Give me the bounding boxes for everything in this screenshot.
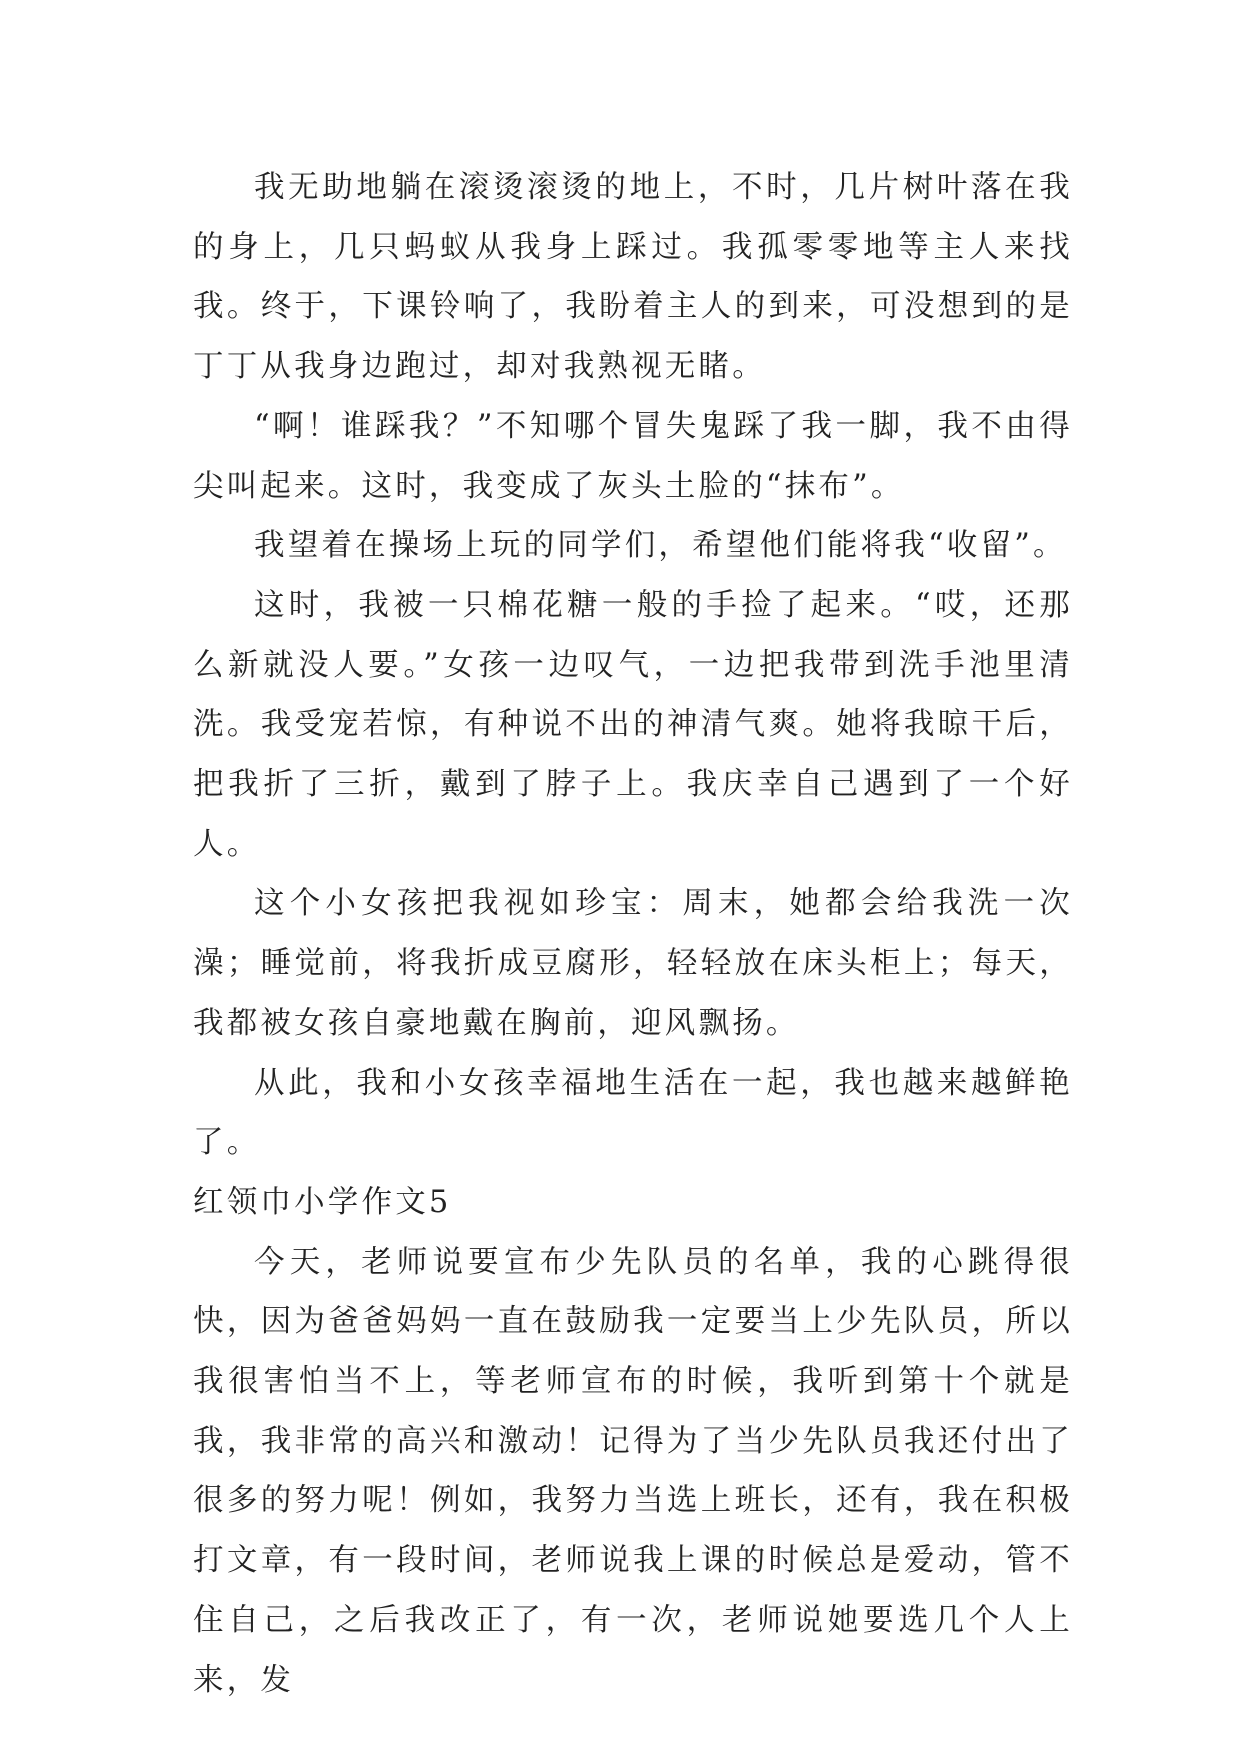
section-title: 红领巾小学作文5 bbox=[193, 1184, 452, 1220]
paragraph: 从此，我和小女孩幸福地生活在一起，我也越来越鲜艳了。 bbox=[193, 1065, 1073, 1161]
paragraph: 这个小女孩把我视如珍宝：周末，她都会给我洗一次澡；睡觉前，将我折成豆腐形，轻轻放在床头柜上；每天，我都被女孩自豪地戴在胸前，迎风飘扬。 bbox=[193, 886, 1073, 1041]
paragraph: 今天，老师说要宣布少先队员的名单，我的心跳得很快，因为爸爸妈妈一直在鼓励我一定要当上少先队员，所以我很害怕当不上，等老师宣布的时候，我听到第十个就是我，我非常的高兴和激动！记得为了当少先队员我还付出了很多的努力呢！例如，我努力当选上班长，还有，我在积极打文章，有一段时间，老师说我上课的时候总是爱动，管不住自己，之后我改正了，有一次，老师说她要选几个人上来，发 bbox=[193, 1244, 1073, 1698]
paragraph: “啊！谁踩我？”不知哪个冒失鬼踩了我一脚，我不由得尖叫起来。这时，我变成了灰头土脸的“抹布”。 bbox=[193, 408, 1073, 504]
paragraph: 我无助地躺在滚烫滚烫的地上，不时，几片树叶落在我的身上，几只蚂蚁从我身上踩过。我孤零零地等主人来找我。终于，下课铃响了，我盼着主人的到来，可没想到的是丁丁从我身边跑过，却对我熟视无睹。 bbox=[193, 170, 1073, 385]
document-body bbox=[193, 158, 1073, 1710]
paragraph: 我望着在操场上玩的同学们，希望他们能将我“收留”。 bbox=[254, 528, 1067, 564]
paragraph: 这时，我被一只棉花糖一般的手捡了起来。“哎，还那么新就没人要。”女孩一边叹气，一边把我带到洗手池里清洗。我受宠若惊，有种说不出的神清气爽。她将我晾干后，把我折了三折，戴到了脖子上。我庆幸自己遇到了一个好人。 bbox=[193, 587, 1073, 862]
